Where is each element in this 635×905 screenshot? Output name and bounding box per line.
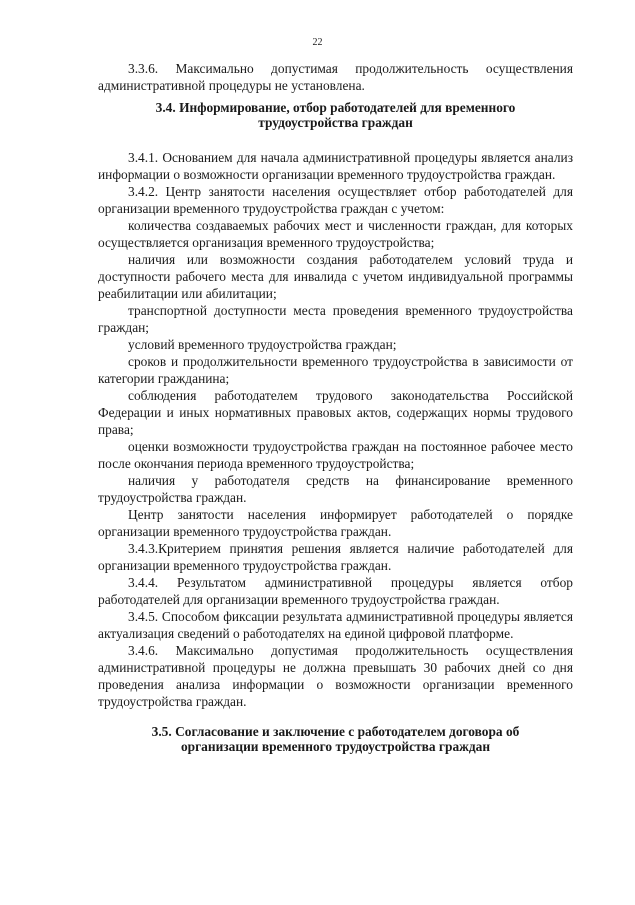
paragraph-center-informs: Центр занятости населения информирует работодателей о порядке организации временного трудоустройства граждан. (98, 507, 573, 539)
criteria-item-4: условий временного трудоустройства граждан; (128, 337, 397, 352)
criteria-item-8: наличия у работодателя средств на финансирование временного трудоустройства граждан. (98, 473, 573, 505)
paragraph-3-4-4: 3.4.4. Результатом административной процедуры является отбор работодателей для организации временного трудоустройства граждан. (98, 575, 573, 607)
section-heading-3-4 (98, 100, 573, 130)
criteria-item-7: оценки возможности трудоустройства граждан на постоянное рабочее место после окончания периода временного трудоустройства; (98, 439, 573, 471)
paragraph-3-4-1: 3.4.1. Основанием для начала административной процедуры является анализ информации о возможности организации временного трудоустройства граждан. (98, 150, 573, 182)
section-heading-3-5 (98, 724, 573, 754)
document-body (98, 60, 573, 754)
paragraph-3-3-6: 3.3.6. Максимально допустимая продолжительность осуществления административной процедуры не установлена. (98, 61, 573, 93)
criteria-item-3: транспортной доступности места проведения временного трудоустройства граждан; (98, 303, 573, 335)
criteria-item-1: количества создаваемых рабочих мест и численности граждан, для которых осуществляется организация временного трудоустройства; (98, 218, 573, 250)
paragraph-3-4-3: 3.4.3.Критерием принятия решения является наличие работодателей для организации временного трудоустройства граждан. (98, 541, 573, 573)
criteria-item-6: соблюдения работодателем трудового законодательства Российской Федерации и иных нормативных правовых актов, содержащих нормы трудового права; (98, 388, 573, 437)
section-heading-3-5-line-1: 3.5. Согласование и заключение с работодателем договора об (151, 724, 520, 739)
section-heading-3-4-line-2: трудоустройства граждан (258, 115, 413, 130)
criteria-item-5: сроков и продолжительности временного трудоустройства в зависимости от категории гражданина; (98, 354, 573, 386)
paragraph-3-4-2: 3.4.2. Центр занятости населения осуществляет отбор работодателей для организации временного трудоустройства граждан с учетом: (98, 184, 573, 216)
paragraph-3-4-6: 3.4.6. Максимально допустимая продолжительность осуществления административной процедуры не должна превышать 30 рабочих дней со дня проведения анализа информации о возможности организации временного трудоустройства граждан. (98, 643, 573, 709)
paragraph-3-4-5: 3.4.5. Способом фиксации результата административной процедуры является актуализация сведений о работодателях на единой цифровой платформе. (98, 609, 573, 641)
page-number: 22 (312, 37, 323, 48)
section-heading-3-5-line-2: организации временного трудоустройства граждан (180, 739, 491, 754)
section-heading-3-4-line-1: 3.4. Информирование, отбор работодателей для временного (155, 100, 516, 115)
criteria-item-2: наличия или возможности создания работодателем условий труда и доступности рабочего места для инвалида с учетом индивидуальной программы реабилитации или абилитации; (98, 252, 573, 301)
